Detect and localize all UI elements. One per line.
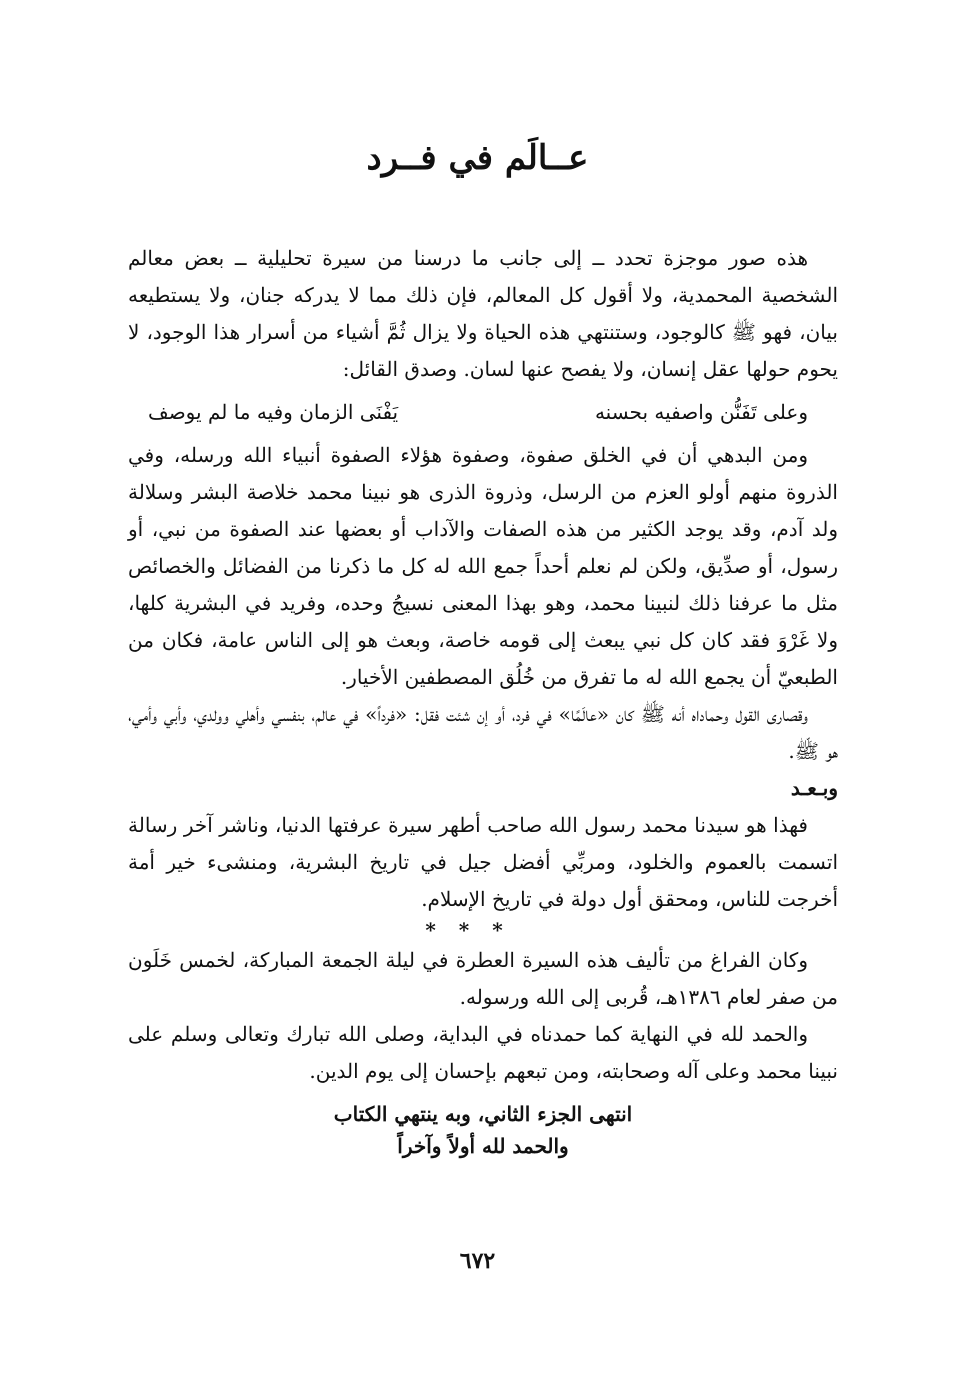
paragraph-final-praise: والحمد لله في النهاية كما حمدناه في البداية، وصلى الله تبارك وتعالى وسلم على نبينا محمد وعلى آله وصحابته، ومن تبعهم بإحسان إلى يوم الدين. bbox=[128, 1022, 838, 1083]
book-ending bbox=[128, 1098, 838, 1162]
ending-line-2: والحمد لله أولاً وآخراً bbox=[397, 1134, 569, 1158]
verse-second-half: يَفْنَى الزمان وفيه ما لم يوصف bbox=[148, 400, 399, 424]
paragraph-prophets: ومن البدهي أن في الخلق صفوة، وصفوة هؤلاء الصفوة أنبياء الله ورسله، وفي الذروة منهم أولو العزم من الرسل، وذروة الذرى هو نبينا محمد خلاصة البشر وسلالة ولد آدم، وقد يوجد الكثير من هذه الصفات والآداب أو بعضها عند الصفوة من نبي، أو رسول، أو صدِّيق، ولكن لم نعلم أحداً جمع الله له كل ما ذكرنا من الفضائل والخصائص مثل ما عرفنا ذلك لنبينا محمد، وهو بهذا المعنى نسيجُ وحده، وفريد في البشرية كلها، ولا غَرْوَ فقد كان كل نبي يبعث إلى قومه خاصة، وبعث هو إلى الناس عامة، فكان من الطبعيّ أن يجمع الله له ما تفرق من خُلُق المصطفين الأخيار. bbox=[128, 443, 838, 689]
poetry-verse bbox=[128, 394, 838, 431]
paragraph-intro: هذه صور موجزة تحدد ــ إلى جانب ما درسنا من سيرة تحليلية ــ بعض معالم الشخصية المحمدية، ولا أقول كل المعالم، فإن ذلك مما لا يدركه جنان، ولا يستطيعه بيان، فهو ﷺ كالوجود، وستنتهي هذه الحياة ولا يزال ثُمَّ أشياء من أسرار هذا الوجود، لا يحوم حولها عقل إنسان، ولا يفصح عنها لسان. وصدق القائل: bbox=[128, 246, 838, 381]
section-divider-stars: * * * bbox=[425, 918, 511, 942]
paragraph-completion-date: وكان الفراغ من تأليف هذه السيرة العطرة في ليلة الجمعة المباركة، لخمس خَلَون من صفر لعام ١٣٨٦هـ، قُربى إلى الله ورسوله. bbox=[128, 948, 838, 1009]
paragraph-conclusion: فهذا هو سيدنا محمد رسول الله صاحب أطهر سيرة عرفتها الدنيا، وناشر آخر رسالة اتسمت بالعموم والخلود، ومربِّي أفضل جيل في تاريخ البشرية، ومنشىء خير أمة أخرجت للناس، ومحقق أول دولة في تاريخ الإسلام. bbox=[128, 813, 838, 911]
paragraph-summary: وقصارى القول وحماداه أنه ﷺ كان «عالَمًا» في فرد، أو إن شئت فقل: «فرداً» في عالم، بنفسي وأهلي وولدي، وأبي وأمي، هو ﷺ. bbox=[128, 702, 838, 763]
page-number: ٦٧٢ bbox=[459, 1248, 496, 1274]
verse-first-half: وعلى تَفَنُّن واصفيه بحسنه bbox=[594, 400, 808, 424]
body-text bbox=[128, 240, 838, 1162]
page-title: عــالَم في فــرد bbox=[366, 138, 589, 178]
section-subhead: وبـعـد bbox=[790, 776, 838, 800]
ending-line-1: انتهى الجزء الثاني، وبه ينتهي الكتاب bbox=[333, 1102, 633, 1126]
